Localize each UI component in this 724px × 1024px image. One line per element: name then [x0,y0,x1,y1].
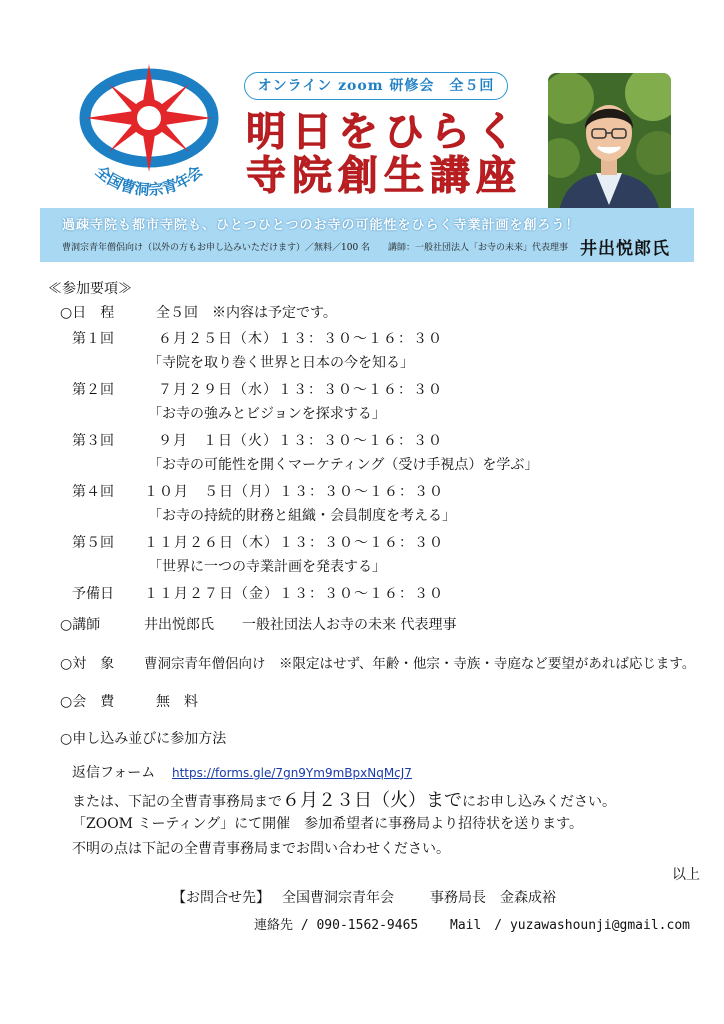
lecturer-name: 井出悦郎氏 [580,239,670,259]
contact-phone: 連絡先 / 090-1562-9465 [254,918,419,933]
deadline-suffix: にお申し込みください。 [462,794,616,810]
session-date: ７月２９日（水）１３：３０～１６：３０ [158,382,443,398]
zoom-note: 「ZOOM ミーティング」にて開催 参加希望者に事務局より招待状を送ります。 [72,816,583,832]
page-title-line2: 寺院創生講座 [246,152,522,199]
event-badge: オンライン zoom 研修会 全５回 [244,72,508,100]
session-topic: 「世界に一つの寺業計画を発表する」 [148,559,386,575]
fee-label: ○会 費 [60,694,115,710]
lecturer-title: 一般社団法人お寺の未来 代表理事 [242,617,457,633]
logo-text: 全国曹洞宗青年会 [91,162,207,199]
section-title: ≪参加要項≫ [48,281,132,297]
schedule-label: ○日 程 [60,305,115,321]
session-num: 第３回 [72,433,114,449]
session-topic: 「お寺の強みとビジョンを探求する」 [148,406,386,422]
organization-logo [64,60,234,210]
session-topic: 「お寺の持続的財務と組織・会員制度を考える」 [148,508,456,524]
lecturer-value: 井出悦郎氏 [144,617,214,633]
target-value: 曹洞宗青年僧侶向け ※限定はせず、年齢・他宗・寺族・寺庭など要望があれば応じます。 [144,656,696,672]
session-topic: 「お寺の可能性を開くマーケティング（受け手視点）を学ぶ」 [148,457,539,473]
session-num: 第２回 [72,382,114,398]
deadline-date: ６月２３日（火）まで [282,790,462,811]
lecturer-label: ○講師 [60,617,101,633]
session-num: 第１回 [72,331,114,347]
page-title-line1: 明日をひらく [246,108,522,155]
schedule-note: 全５回 ※内容は予定です。 [156,305,337,321]
session-date: １１月２６日（木）１３：３０～１６：３０ [144,535,444,551]
reserve-day-date: １１月２７日（金）１３：３０～１６：３０ [144,586,444,602]
session-date: ９月 １日（火）１３：３０～１６：３０ [158,433,443,449]
session-num: 第４回 [72,484,114,500]
form-link[interactable]: https://forms.gle/7gn9Ym9mBpxNqMcJ7 [172,766,412,780]
apply-deadline-line [72,790,616,813]
reserve-day-label: 予備日 [72,586,114,602]
audience-note: 曹洞宗青年僧侶向け（以外の方もお申し込みいただけます）／無料／100 名 講師：一般社団法人「お寺の未来」代表理事 [62,243,569,253]
closing-mark: 以上 [672,867,700,883]
apply-label: ○申し込み並びに参加方法 [60,731,227,747]
form-label: 返信フォーム [72,765,156,781]
session-topic: 「寺院を取り巻く世界と日本の今を知る」 [148,355,414,371]
contact-role: 事務局長 金森成裕 [430,890,556,906]
lecturer-photo [548,73,671,218]
tagline: 過疎寺院も都市寺院も、ひとつひとつのお寺の可能性をひらく寺業計画を創ろう！ [62,218,580,233]
inquiry-note: 不明の点は下記の全曹青事務局までお問い合わせください。 [72,841,450,857]
target-label: ○対 象 [60,656,115,672]
session-date: １０月 ５日（月）１３：３０～１６：３０ [144,484,444,500]
contact-label: 【お問合せ先】 [172,890,270,906]
session-num: 第５回 [72,535,114,551]
deadline-prefix: または、下記の全曹青事務局まで [72,794,282,810]
fee-value: 無 料 [156,694,198,710]
contact-org: 全国曹洞宗青年会 [282,890,394,906]
session-date: ６月２５日（木）１３：３０～１６：３０ [158,331,443,347]
contact-mail[interactable]: Mail / yuzawashounji@gmail.com [450,918,690,933]
